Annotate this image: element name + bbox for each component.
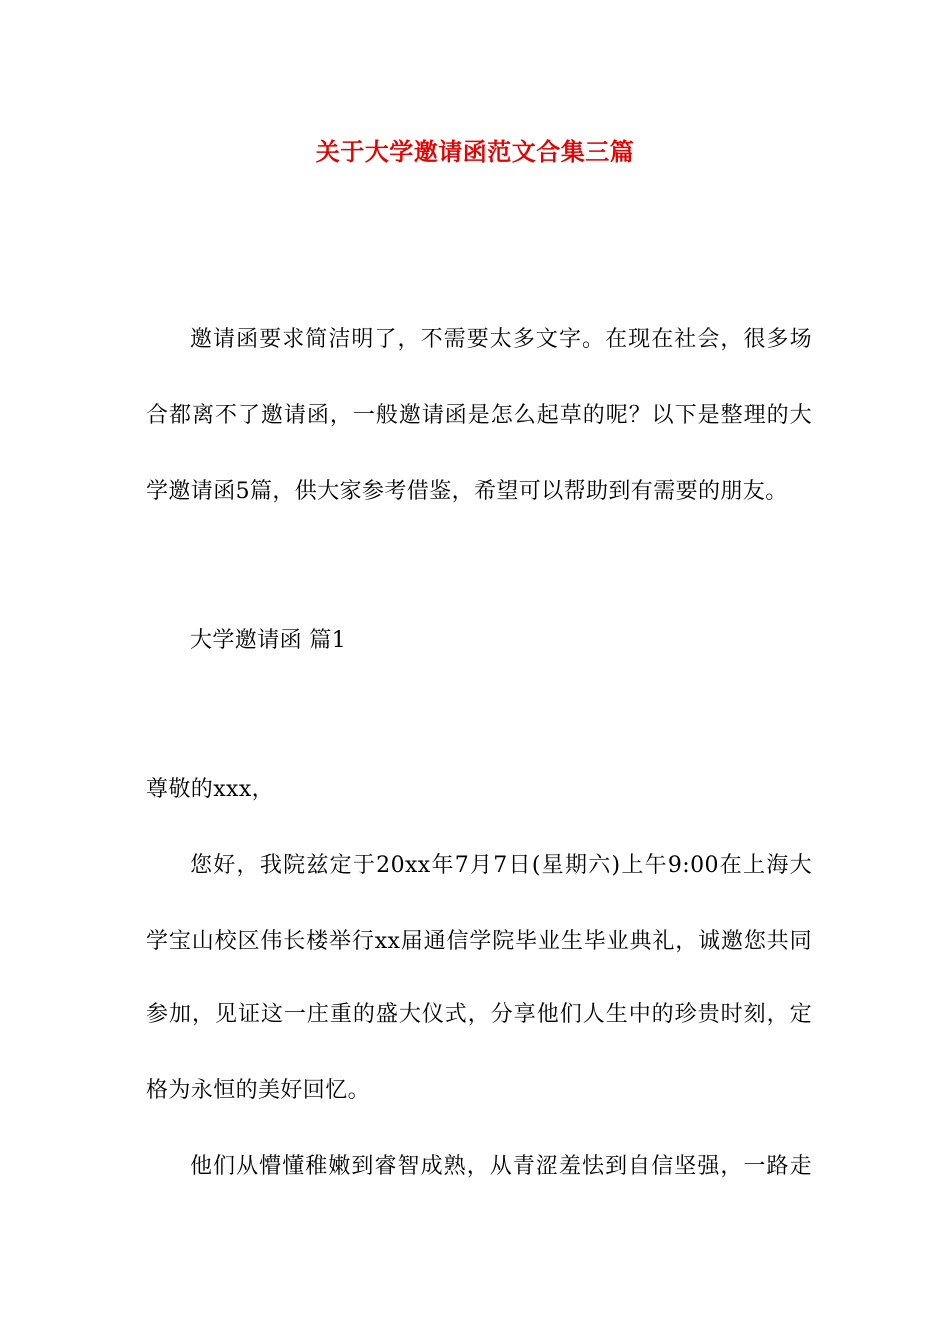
body-line-4: 格为永恒的美好回忆。	[146, 1078, 371, 1103]
section-heading: 大学邀请函 篇1	[190, 628, 347, 653]
body-line-5: 他们从懵懂稚嫩到睿智成熟，从青涩羞怯到自信坚强，一路走	[190, 1154, 812, 1179]
body-line-2: 学宝山校区伟长楼举行xx届通信学院毕业生毕业典礼，诚邀您共同	[146, 929, 812, 954]
body-line-1: 您好，我院兹定于20xx年7月7日(星期六)上午9:00在上海大	[190, 853, 812, 878]
document-title: 关于大学邀请函范文合集三篇	[315, 137, 635, 166]
intro-line-1: 邀请函要求简洁明了，不需要太多文字。在现在社会，很多场	[190, 327, 812, 352]
intro-line-2: 合都离不了邀请函，一般邀请函是怎么起草的呢？以下是整理的大	[146, 403, 812, 428]
intro-line-3: 学邀请函5篇，供大家参考借鉴，希望可以帮助到有需要的朋友。	[146, 479, 788, 504]
salutation: 尊敬的xxx，	[146, 777, 275, 802]
body-line-3: 参加，见证这一庄重的盛大仪式，分享他们人生中的珍贵时刻，定	[146, 1002, 812, 1027]
